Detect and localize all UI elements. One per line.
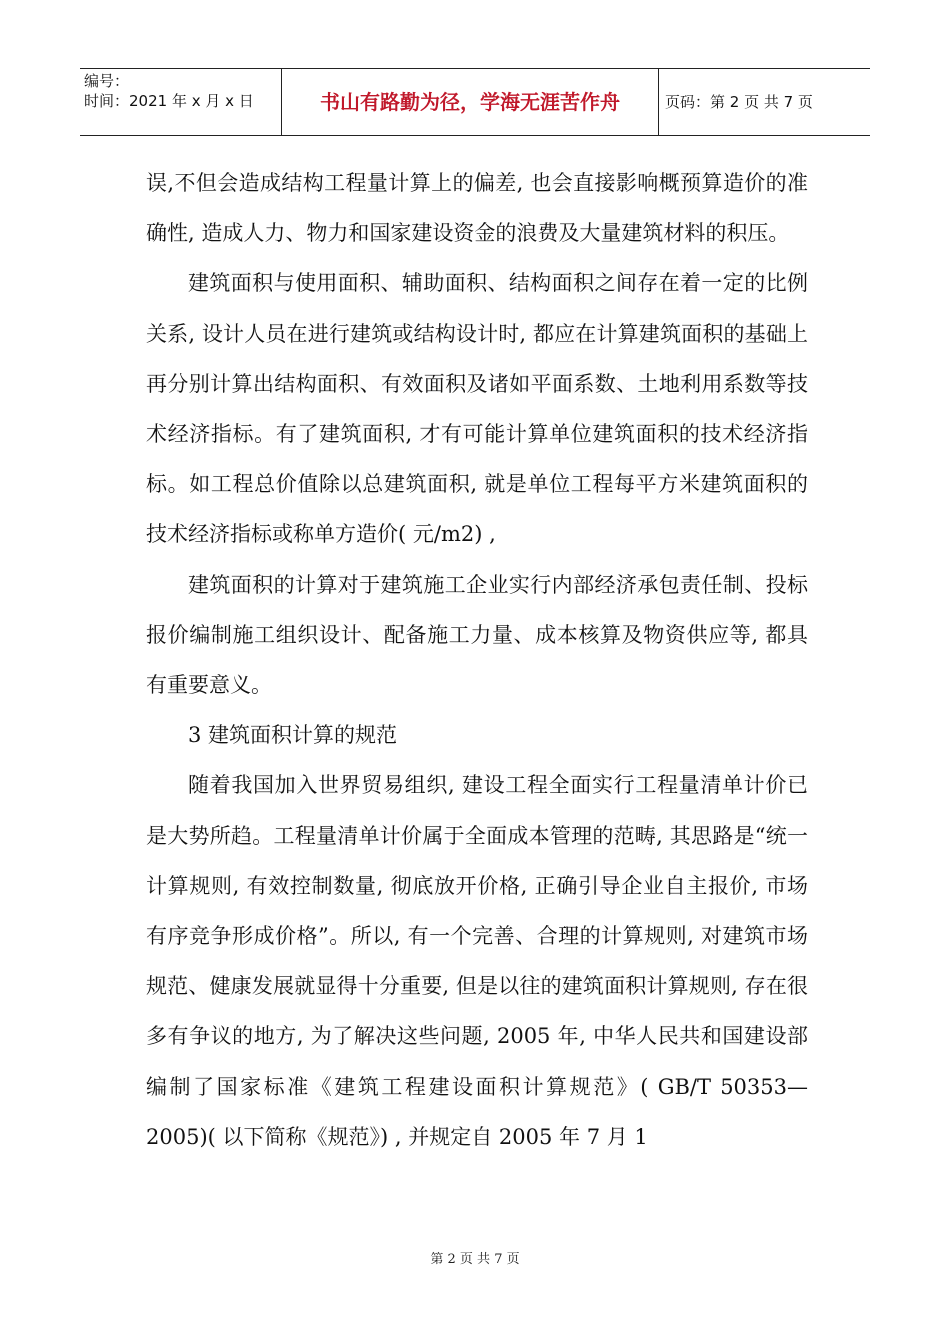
serial-label: 编号： bbox=[84, 72, 130, 90]
paragraph: 建筑面积的计算对于建筑施工企业实行内部经济承包责任制、投标报价编制施工组织设计、配备施工力量、成本核算及物资供应等, 都具有重要意义。 bbox=[146, 572, 808, 698]
header-motto: 书山有路勤为径，学海无涯苦作舟 bbox=[282, 69, 659, 135]
paragraph: 随着我国加入世界贸易组织, 建设工程全面实行工程量清单计价已是大势所趋。工程量清单计价属于全面成本管理的范畴, 其思路是“统一计算规则, 有效控制数量, 彻底放开价格, 正确引导企业自主报价, 市场有序竞争形成价格”。所以, 有一个完善、合理的计算规则, 对建筑市场规范、健康发展就显得十分重要, 但是以往的建筑面积计算规则, 存在很多有争议的地方, 为了解决这些问题, 2005 年, 中华人民共和国建设部编制了国家标准《建筑工程建设面积计算规范》( GB/T 50353—2005)( 以下简称《规范》) , 并规定自 2005 年 7 月 1 bbox=[146, 773, 808, 1149]
paragraph: 误,不但会造成结构工程量计算上的偏差, 也会直接影响概预算造价的准确性, 造成人力、物力和国家建设资金的浪费及大量建筑材料的积压。 bbox=[146, 171, 808, 246]
page-header bbox=[80, 68, 870, 136]
time-label: 时间：2021 年 x 月 x 日 bbox=[84, 92, 254, 110]
document-body bbox=[146, 158, 808, 1162]
header-page-info: 页码：第 2 页 共 7 页 bbox=[665, 93, 813, 111]
section-heading: 3 建筑面积计算的规范 bbox=[188, 723, 398, 748]
page-footer: 第 2 页 共 7 页 bbox=[430, 1252, 520, 1267]
paragraph: 建筑面积与使用面积、辅助面积、结构面积之间存在着一定的比例关系, 设计人员在进行建筑或结构设计时, 都应在计算建筑面积的基础上再分别计算出结构面积、有效面积及诸如平面系数、土地利用系数等技术经济指标。有了建筑面积, 才有可能计算单位建筑面积的技术经济指标。如工程总价值除以总建筑面积, 就是单位工程每平方米建筑面积的技术经济指标或称单方造价( 元/m2) , bbox=[146, 271, 808, 547]
header-meta bbox=[80, 69, 282, 135]
